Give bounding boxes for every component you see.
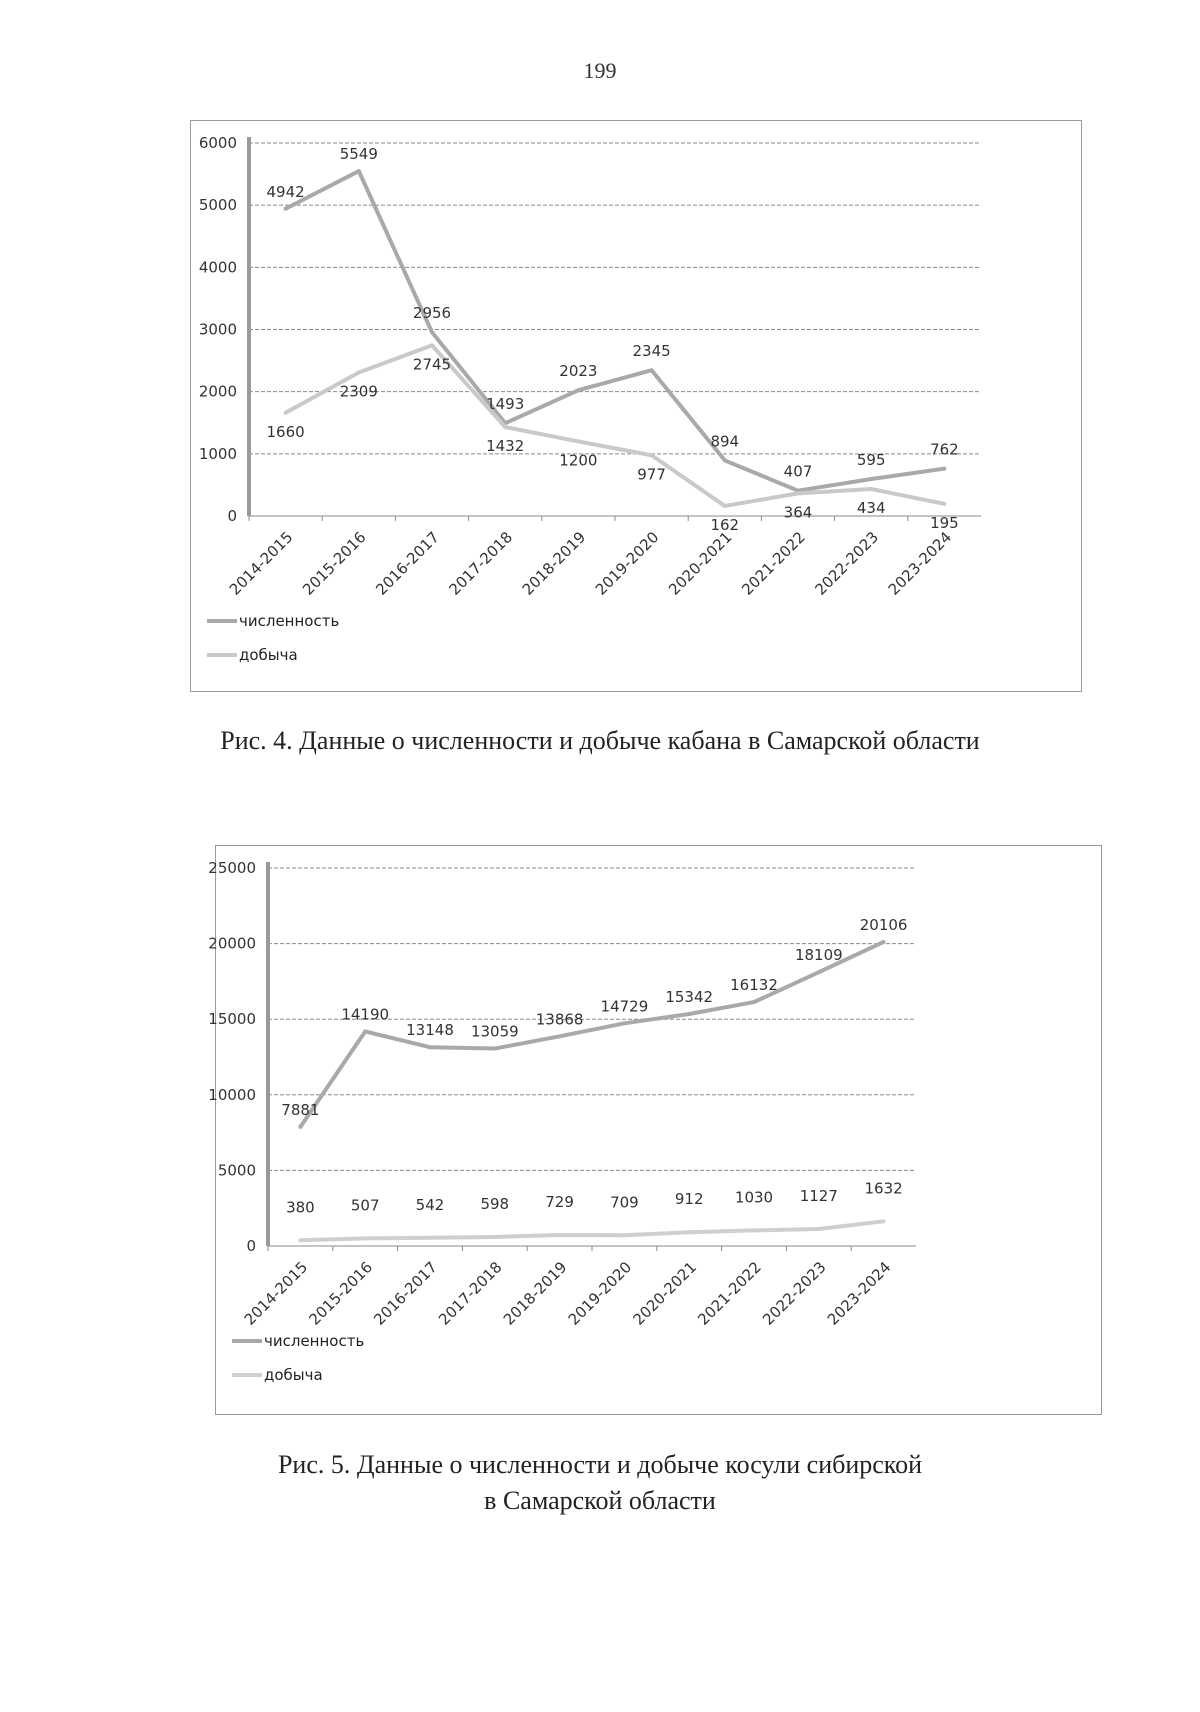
data-label: 894: [710, 432, 740, 451]
data-label: 20106: [859, 915, 908, 934]
data-point: [430, 330, 434, 334]
data-point: [752, 1000, 756, 1004]
figure-5-caption-line1: Рис. 5. Данные о численности и добыче косули сибирской: [277, 1450, 923, 1479]
data-label: 14190: [341, 1005, 390, 1024]
figure-4-caption: Рис. 4. Данные о численности и добыче кабана в Самарской области: [220, 726, 980, 755]
y-tick-label: 1000: [198, 444, 237, 463]
data-label: 13059: [470, 1022, 519, 1041]
chart-roe-deer-svg: [208, 846, 1101, 1414]
data-point: [687, 1230, 691, 1234]
data-label: 364: [783, 503, 813, 522]
data-point: [558, 1034, 562, 1038]
data-point: [430, 343, 434, 347]
x-tick-label: 2019-2020: [564, 1258, 636, 1329]
y-tick-label: 4000: [198, 258, 237, 277]
y-tick-label: 25000: [208, 859, 256, 877]
page-number: 199: [583, 58, 617, 83]
x-tick-label: 2016-2017: [370, 1258, 441, 1329]
data-label: 1127: [799, 1186, 838, 1205]
x-tick-label: 2017-2018: [445, 528, 517, 599]
data-point: [650, 368, 654, 372]
data-point: [882, 940, 886, 944]
data-label: 13148: [406, 1021, 454, 1040]
x-tick-label: 2014-2015: [240, 1258, 312, 1329]
y-tick-label: 0: [246, 1237, 256, 1255]
data-point: [493, 1047, 497, 1051]
data-point: [576, 439, 580, 443]
data-label: 598: [480, 1194, 510, 1213]
chart-boar: [190, 120, 1082, 692]
y-tick-label: 5000: [198, 196, 237, 215]
data-label: 14729: [600, 997, 649, 1016]
data-label: 195: [930, 513, 959, 532]
data-label: 977: [637, 465, 666, 484]
data-point: [817, 970, 821, 974]
data-point: [357, 169, 361, 173]
data-label: 762: [930, 440, 959, 459]
x-tick-label: 2014-2015: [225, 528, 297, 599]
data-label: 912: [674, 1190, 704, 1209]
data-label: 15342: [665, 988, 714, 1007]
chart-roe-deer: [208, 845, 1102, 1415]
series-line-harvest: [300, 1221, 883, 1240]
data-label: 542: [415, 1195, 445, 1214]
series-line-population: [300, 942, 883, 1127]
y-tick-label: 0: [227, 507, 237, 525]
data-point: [687, 1012, 691, 1016]
data-label: 2956: [412, 304, 452, 323]
y-tick-label: 5000: [217, 1161, 256, 1180]
data-point: [503, 425, 507, 429]
data-label: 18109: [794, 946, 843, 965]
legend-entry: численность: [239, 612, 340, 630]
data-point: [882, 1219, 886, 1223]
y-tick-label: 10000: [208, 1085, 256, 1104]
x-tick-label: 2015-2016: [299, 528, 370, 599]
y-tick-label: 2000: [198, 382, 237, 401]
data-point: [942, 502, 946, 506]
x-tick-label: 2019-2020: [591, 528, 663, 599]
legend-entry: добыча: [264, 1366, 323, 1384]
data-point: [796, 491, 800, 495]
data-label: 2023: [559, 362, 598, 381]
data-label: 595: [856, 451, 886, 470]
data-label: 5549: [339, 145, 378, 164]
data-label: 729: [545, 1192, 574, 1211]
data-label: 13868: [535, 1010, 584, 1029]
data-label: 1432: [486, 436, 525, 455]
data-point: [428, 1236, 432, 1240]
data-label: 1632: [864, 1179, 903, 1198]
x-tick-label: 2020-2021: [665, 528, 736, 599]
data-point: [298, 1238, 302, 1242]
x-tick-label: 2017-2018: [435, 1258, 506, 1329]
data-point: [869, 487, 873, 491]
x-tick-label: 2018-2019: [518, 528, 590, 599]
data-label: 16132: [730, 976, 778, 995]
data-label: 2345: [632, 342, 671, 361]
data-point: [284, 411, 288, 415]
x-tick-label: 2022-2023: [759, 1258, 830, 1329]
data-point: [869, 477, 873, 481]
x-tick-label: 2023-2024: [823, 1258, 895, 1329]
data-label: 709: [610, 1193, 639, 1212]
data-point: [752, 1228, 756, 1232]
figure-5-caption-line2: в Самарской области: [484, 1486, 716, 1515]
y-tick-label: 15000: [208, 1010, 256, 1029]
legend-entry: численность: [264, 1332, 365, 1350]
data-point: [576, 388, 580, 392]
series-line-population: [286, 171, 945, 491]
chart-boar-svg: [191, 121, 1081, 691]
data-label: 162: [710, 515, 740, 534]
data-label: 4942: [266, 182, 305, 201]
x-tick-label: 2023-2024: [884, 528, 956, 599]
data-label: 380: [286, 1198, 315, 1217]
x-tick-label: 2016-2017: [372, 528, 443, 599]
data-point: [298, 1125, 302, 1129]
data-point: [493, 1235, 497, 1239]
data-label: 7881: [281, 1100, 320, 1119]
data-label: 507: [350, 1196, 380, 1215]
data-label: 1493: [486, 395, 525, 414]
x-tick-label: 2015-2016: [305, 1258, 377, 1329]
x-tick-label: 2021-2022: [694, 1258, 765, 1329]
x-tick-label: 2022-2023: [811, 528, 883, 599]
x-tick-label: 2021-2022: [738, 528, 809, 599]
data-label: 434: [856, 499, 886, 518]
data-point: [723, 504, 727, 508]
data-point: [363, 1029, 367, 1033]
y-tick-label: 20000: [208, 934, 256, 953]
data-point: [942, 467, 946, 471]
data-label: 1030: [734, 1188, 774, 1207]
data-point: [650, 453, 654, 457]
legend-entry: добыча: [239, 646, 298, 664]
data-label: 407: [783, 462, 813, 481]
data-point: [817, 1227, 821, 1231]
x-tick-label: 2020-2021: [629, 1258, 701, 1329]
data-point: [723, 458, 727, 462]
data-point: [363, 1236, 367, 1240]
x-tick-label: 2018-2019: [499, 1258, 571, 1329]
data-point: [284, 207, 288, 211]
data-point: [622, 1233, 626, 1237]
data-label: 1200: [559, 451, 598, 470]
y-tick-label: 6000: [198, 134, 237, 152]
data-point: [357, 370, 361, 374]
data-point: [622, 1021, 626, 1025]
data-label: 2309: [339, 382, 378, 401]
data-label: 1660: [266, 422, 305, 441]
data-point: [558, 1233, 562, 1237]
data-label: 2745: [412, 355, 452, 374]
data-point: [428, 1045, 432, 1049]
y-tick-label: 3000: [198, 320, 237, 339]
